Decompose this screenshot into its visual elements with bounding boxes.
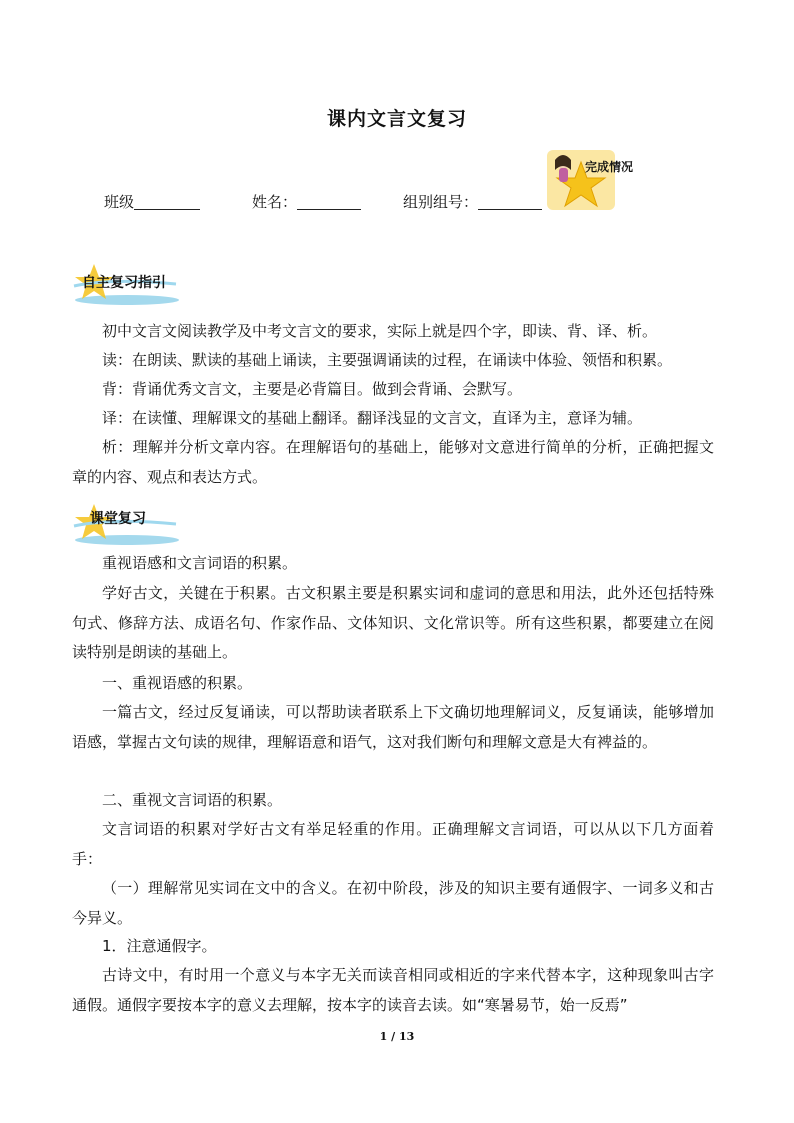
paragraph: 背：背诵优秀文言文，主要是必背篇目。做到会背诵、会默写。 <box>102 380 523 398</box>
page-number: 1 / 13 <box>379 1030 415 1043</box>
student-info-row <box>104 191 564 215</box>
paragraph: 文言词语的积累对学好古文有举足轻重的作用。正确理解文言词语，可以从以下几方面着手： <box>72 820 714 868</box>
paragraph: 初中文言文阅读教学及中考文言文的要求，实际上就是四个字，即读、背、译、析。 <box>102 322 658 340</box>
group-label: 组别组号： <box>403 193 479 211</box>
page-title: 课内文言文复习 <box>326 108 467 130</box>
section-title-class-review: 课堂复习 <box>90 511 146 527</box>
section-tag-class-review <box>72 502 182 546</box>
paragraph: 一、重视语感的积累。 <box>102 674 253 692</box>
paragraph: （一）理解常见实词在文中的含义。在初中阶段，涉及的知识主要有通假字、一词多义和古今异义。 <box>72 879 714 927</box>
class-blank[interactable] <box>134 193 200 210</box>
paragraph: 1．注意通假字。 <box>102 937 217 955</box>
paragraph: 学好古文，关键在于积累。古文积累主要是积累实词和虚词的意思和用法，此外还包括特殊句式、修辞方法、成语名句、作家作品、文体知识、文化常识等。所有这些积累，都要建立在阅读特别是朗读的基础上。 <box>72 584 714 661</box>
paragraph: 读：在朗读、默读的基础上诵读，主要强调诵读的过程，在诵读中体验、领悟和积累。 <box>102 351 673 369</box>
class-label: 班级 <box>104 193 135 211</box>
group-field <box>403 191 542 212</box>
paragraph: 析：理解并分析文章内容。在理解语句的基础上，能够对文意进行简单的分析，正确把握文章的内容、观点和表达方式。 <box>72 438 714 486</box>
paragraph: 二、重视文言词语的积累。 <box>102 791 283 809</box>
class-field <box>104 191 200 212</box>
section-title-self-review: 自主复习指引 <box>82 275 166 291</box>
paragraph: 重视语感和文言词语的积累。 <box>102 554 298 572</box>
name-field <box>252 191 361 212</box>
paragraph: 古诗文中，有时用一个意义与本字无关而读音相同或相近的字来代替本字，这种现象叫古字通假。通假字要按本字的意义去理解，按本字的读音去读。如“寒暑易节，始一反焉” <box>72 966 714 1014</box>
name-label: 姓名： <box>252 193 298 211</box>
paragraph: 一篇古文，经过反复诵读，可以帮助读者联系上下文确切地理解词义，反复诵读，能够增加语感，掌握古文句读的规律，理解语意和语气，这对我们断句和理解文意是大有裨益的。 <box>72 703 714 751</box>
paragraph: 译：在读懂、理解课文的基础上翻译。翻译浅显的文言文，直译为主，意译为辅。 <box>102 409 643 427</box>
section-tag-self-review <box>72 262 182 306</box>
badge-text: 完成情况 <box>585 160 634 174</box>
group-blank[interactable] <box>478 193 542 210</box>
name-blank[interactable] <box>297 193 361 210</box>
